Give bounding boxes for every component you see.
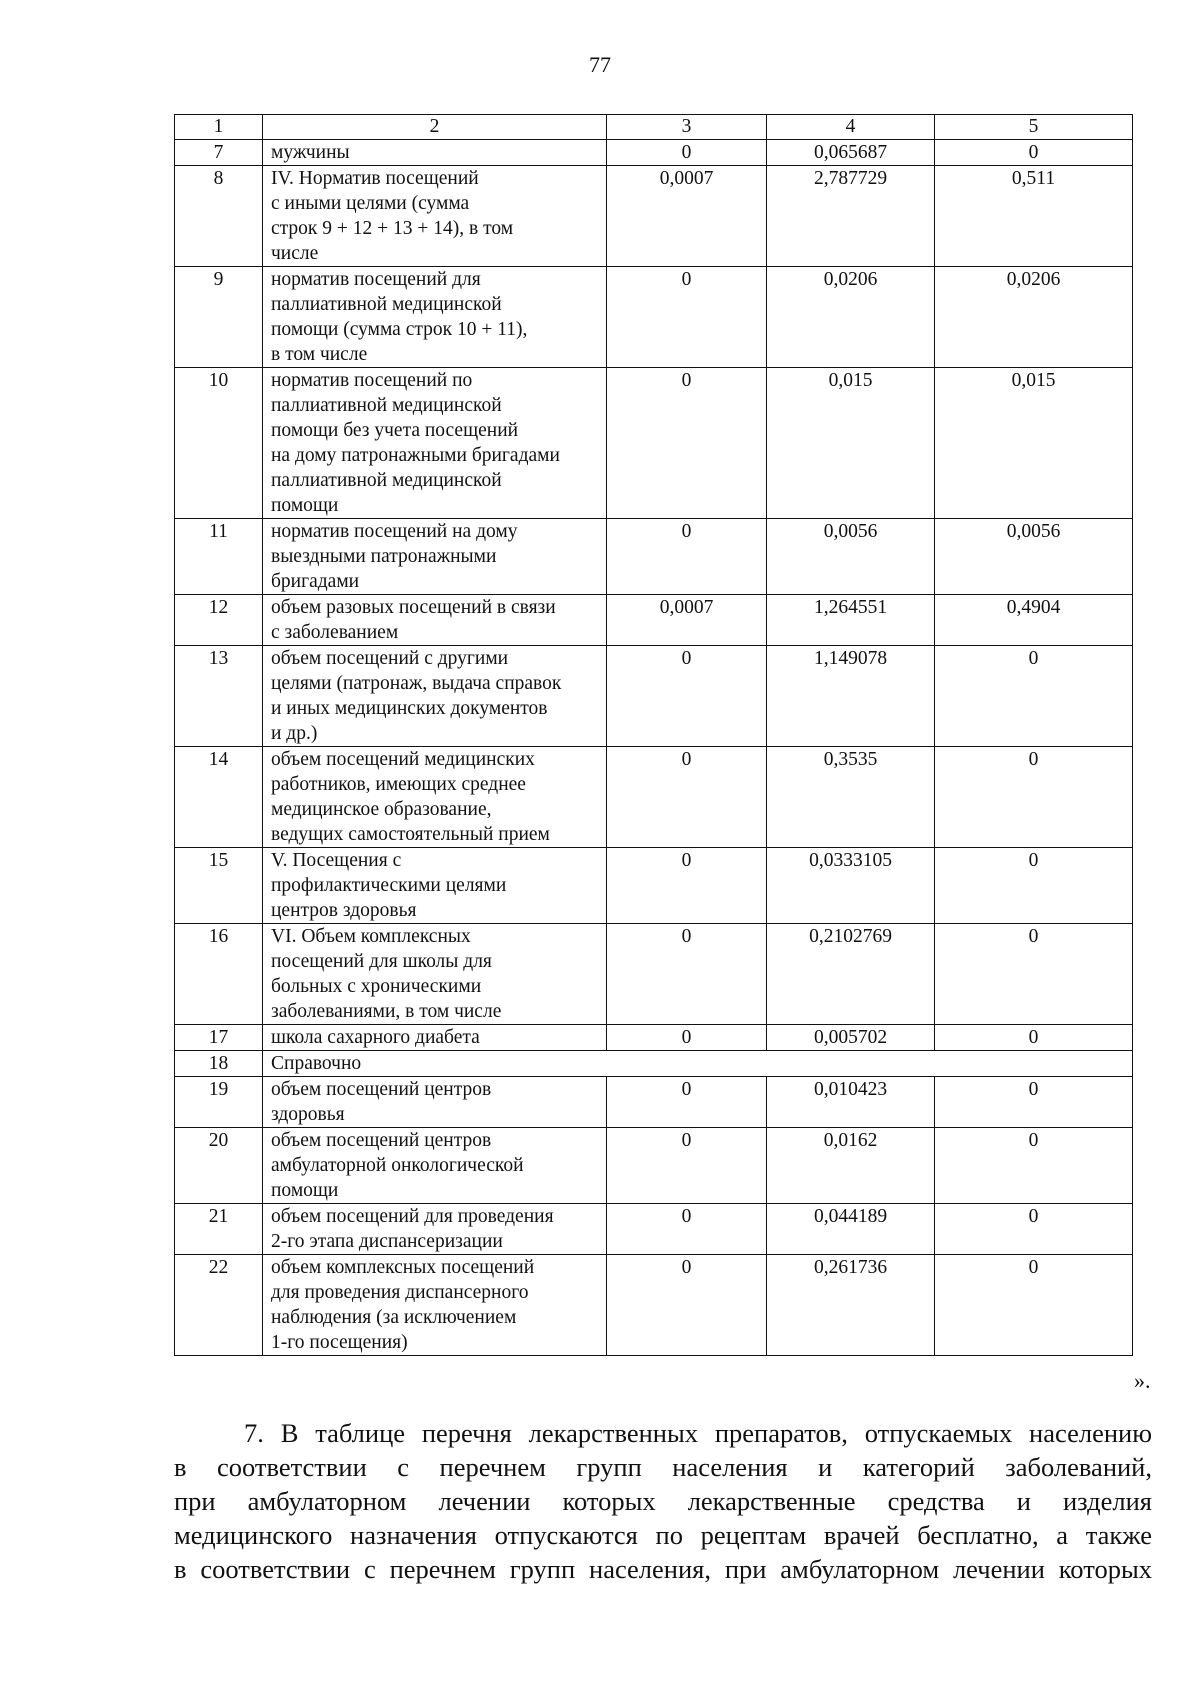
row-text-cell: объем комплексных посещений для проведения диспансерного наблюдения (за исключением 1-го посещения) <box>263 1255 607 1356</box>
header-cell-1: 1 <box>175 115 263 140</box>
row-col5-cell: 0 <box>935 646 1133 747</box>
table-row <box>175 924 1133 1025</box>
table-row <box>175 747 1133 848</box>
table-header-row <box>175 115 1133 140</box>
row-number-cell: 9 <box>175 267 263 368</box>
row-col4-cell: 0,0333105 <box>767 848 935 924</box>
table-row <box>175 1025 1133 1051</box>
row-col3-cell: 0 <box>607 519 767 595</box>
table-row <box>175 1128 1133 1204</box>
header-cell-2: 2 <box>263 115 607 140</box>
paragraph-line: в соответствии с перечнем групп населения, при амбулаторном лечении которых <box>174 1554 1152 1584</box>
row-col4-cell: 0,261736 <box>767 1255 935 1356</box>
table-row <box>175 140 1133 166</box>
row-text-cell: Справочно <box>263 1051 1133 1077</box>
row-text-cell: объем посещений центров здоровья <box>263 1077 607 1128</box>
row-number-cell: 22 <box>175 1255 263 1356</box>
paragraph-line: медицинского назначения отпускаются по рецептам врачей бесплатно, а также <box>174 1520 1152 1550</box>
row-col4-cell: 0,2102769 <box>767 924 935 1025</box>
row-col5-cell: 0,4904 <box>935 595 1133 646</box>
row-col5-cell: 0 <box>935 747 1133 848</box>
row-col4-cell: 0,3535 <box>767 747 935 848</box>
row-text-cell: V. Посещения с профилактическими целями центров здоровья <box>263 848 607 924</box>
paragraph-line: при амбулаторном лечении которых лекарственные средства и изделия <box>174 1486 1152 1516</box>
norms-table-container <box>174 114 1132 1356</box>
row-col4-cell: 0,0056 <box>767 519 935 595</box>
row-number-cell: 16 <box>175 924 263 1025</box>
row-col5-cell: 0 <box>935 1204 1133 1255</box>
row-col5-cell: 0,0206 <box>935 267 1133 368</box>
row-number-cell: 14 <box>175 747 263 848</box>
norms-table <box>174 114 1133 1356</box>
row-col4-cell: 2,787729 <box>767 166 935 267</box>
table-row <box>175 1255 1133 1356</box>
row-col5-cell: 0 <box>935 140 1133 166</box>
row-col4-cell: 0,010423 <box>767 1077 935 1128</box>
row-col3-cell: 0 <box>607 747 767 848</box>
row-col3-cell: 0,0007 <box>607 595 767 646</box>
row-col4-cell: 0,044189 <box>767 1204 935 1255</box>
row-col5-cell: 0 <box>935 1255 1133 1356</box>
table-row <box>175 1051 1133 1077</box>
row-text-cell: IV. Норматив посещений с иными целями (сумма строк 9 + 12 + 13 + 14), в том числе <box>263 166 607 267</box>
row-number-cell: 20 <box>175 1128 263 1204</box>
table-row <box>175 646 1133 747</box>
table-row <box>175 1204 1133 1255</box>
table-row <box>175 368 1133 519</box>
header-cell-3: 3 <box>607 115 767 140</box>
row-col3-cell: 0 <box>607 1128 767 1204</box>
row-text-cell: норматив посещений по паллиативной медицинской помощи без учета посещений на дому патронажными бригадами паллиативной медицинской помощи <box>263 368 607 519</box>
row-number-cell: 21 <box>175 1204 263 1255</box>
row-number-cell: 13 <box>175 646 263 747</box>
row-col5-cell: 0 <box>935 1025 1133 1051</box>
row-col4-cell: 1,149078 <box>767 646 935 747</box>
row-text-cell: объем посещений медицинских работников, имеющих среднее медицинское образование, ведущих самостоятельный прием <box>263 747 607 848</box>
table-row <box>175 1077 1133 1128</box>
row-col3-cell: 0,0007 <box>607 166 767 267</box>
row-col5-cell: 0,0056 <box>935 519 1133 595</box>
row-number-cell: 19 <box>175 1077 263 1128</box>
row-col5-cell: 0 <box>935 924 1133 1025</box>
row-number-cell: 8 <box>175 166 263 267</box>
row-text-cell: объем посещений центров амбулаторной онкологической помощи <box>263 1128 607 1204</box>
row-col4-cell: 0,005702 <box>767 1025 935 1051</box>
row-col5-cell: 0 <box>935 1077 1133 1128</box>
row-col3-cell: 0 <box>607 267 767 368</box>
row-col3-cell: 0 <box>607 848 767 924</box>
row-number-cell: 7 <box>175 140 263 166</box>
row-number-cell: 12 <box>175 595 263 646</box>
row-number-cell: 10 <box>175 368 263 519</box>
row-col3-cell: 0 <box>607 924 767 1025</box>
header-cell-5: 5 <box>935 115 1133 140</box>
row-col3-cell: 0 <box>607 1204 767 1255</box>
row-col4-cell: 1,264551 <box>767 595 935 646</box>
row-col3-cell: 0 <box>607 368 767 519</box>
row-text-cell: мужчины <box>263 140 607 166</box>
row-col4-cell: 0,015 <box>767 368 935 519</box>
row-text-cell: норматив посещений на дому выездными патронажными бригадами <box>263 519 607 595</box>
row-text-cell: норматив посещений для паллиативной медицинской помощи (сумма строк 10 + 11), в том числе <box>263 267 607 368</box>
row-text-cell: объем разовых посещений в связи с заболеванием <box>263 595 607 646</box>
row-col5-cell: 0,511 <box>935 166 1133 267</box>
row-col3-cell: 0 <box>607 646 767 747</box>
row-col4-cell: 0,065687 <box>767 140 935 166</box>
row-col5-cell: 0 <box>935 848 1133 924</box>
table-row <box>175 848 1133 924</box>
table-row <box>175 519 1133 595</box>
row-col5-cell: 0,015 <box>935 368 1133 519</box>
row-col3-cell: 0 <box>607 140 767 166</box>
row-col3-cell: 0 <box>607 1025 767 1051</box>
row-col3-cell: 0 <box>607 1077 767 1128</box>
paragraph-item-7 <box>174 1416 1152 1586</box>
row-col5-cell: 0 <box>935 1128 1133 1204</box>
table-row <box>175 595 1133 646</box>
paragraph-line: 7. В таблице перечня лекарственных препаратов, отпускаемых населению <box>244 1418 1152 1448</box>
table-row <box>175 166 1133 267</box>
page-number: 77 <box>589 52 611 77</box>
row-text-cell: VI. Объем комплексных посещений для школы для больных с хроническими заболеваниями, в том числе <box>263 924 607 1025</box>
row-text-cell: объем посещений для проведения 2-го этапа диспансеризации <box>263 1204 607 1255</box>
closing-quote: ». <box>1134 1368 1151 1393</box>
row-text-cell: объем посещений с другими целями (патронаж, выдача справок и иных медицинских документов и др.) <box>263 646 607 747</box>
paragraph-line: в соответствии с перечнем групп населения и категорий заболеваний, <box>174 1452 1152 1482</box>
row-col4-cell: 0,0162 <box>767 1128 935 1204</box>
row-number-cell: 11 <box>175 519 263 595</box>
row-number-cell: 15 <box>175 848 263 924</box>
header-cell-4: 4 <box>767 115 935 140</box>
row-number-cell: 18 <box>175 1051 263 1077</box>
row-col3-cell: 0 <box>607 1255 767 1356</box>
table-body <box>175 115 1133 1356</box>
table-row <box>175 267 1133 368</box>
row-col4-cell: 0,0206 <box>767 267 935 368</box>
row-number-cell: 17 <box>175 1025 263 1051</box>
row-text-cell: школа сахарного диабета <box>263 1025 607 1051</box>
